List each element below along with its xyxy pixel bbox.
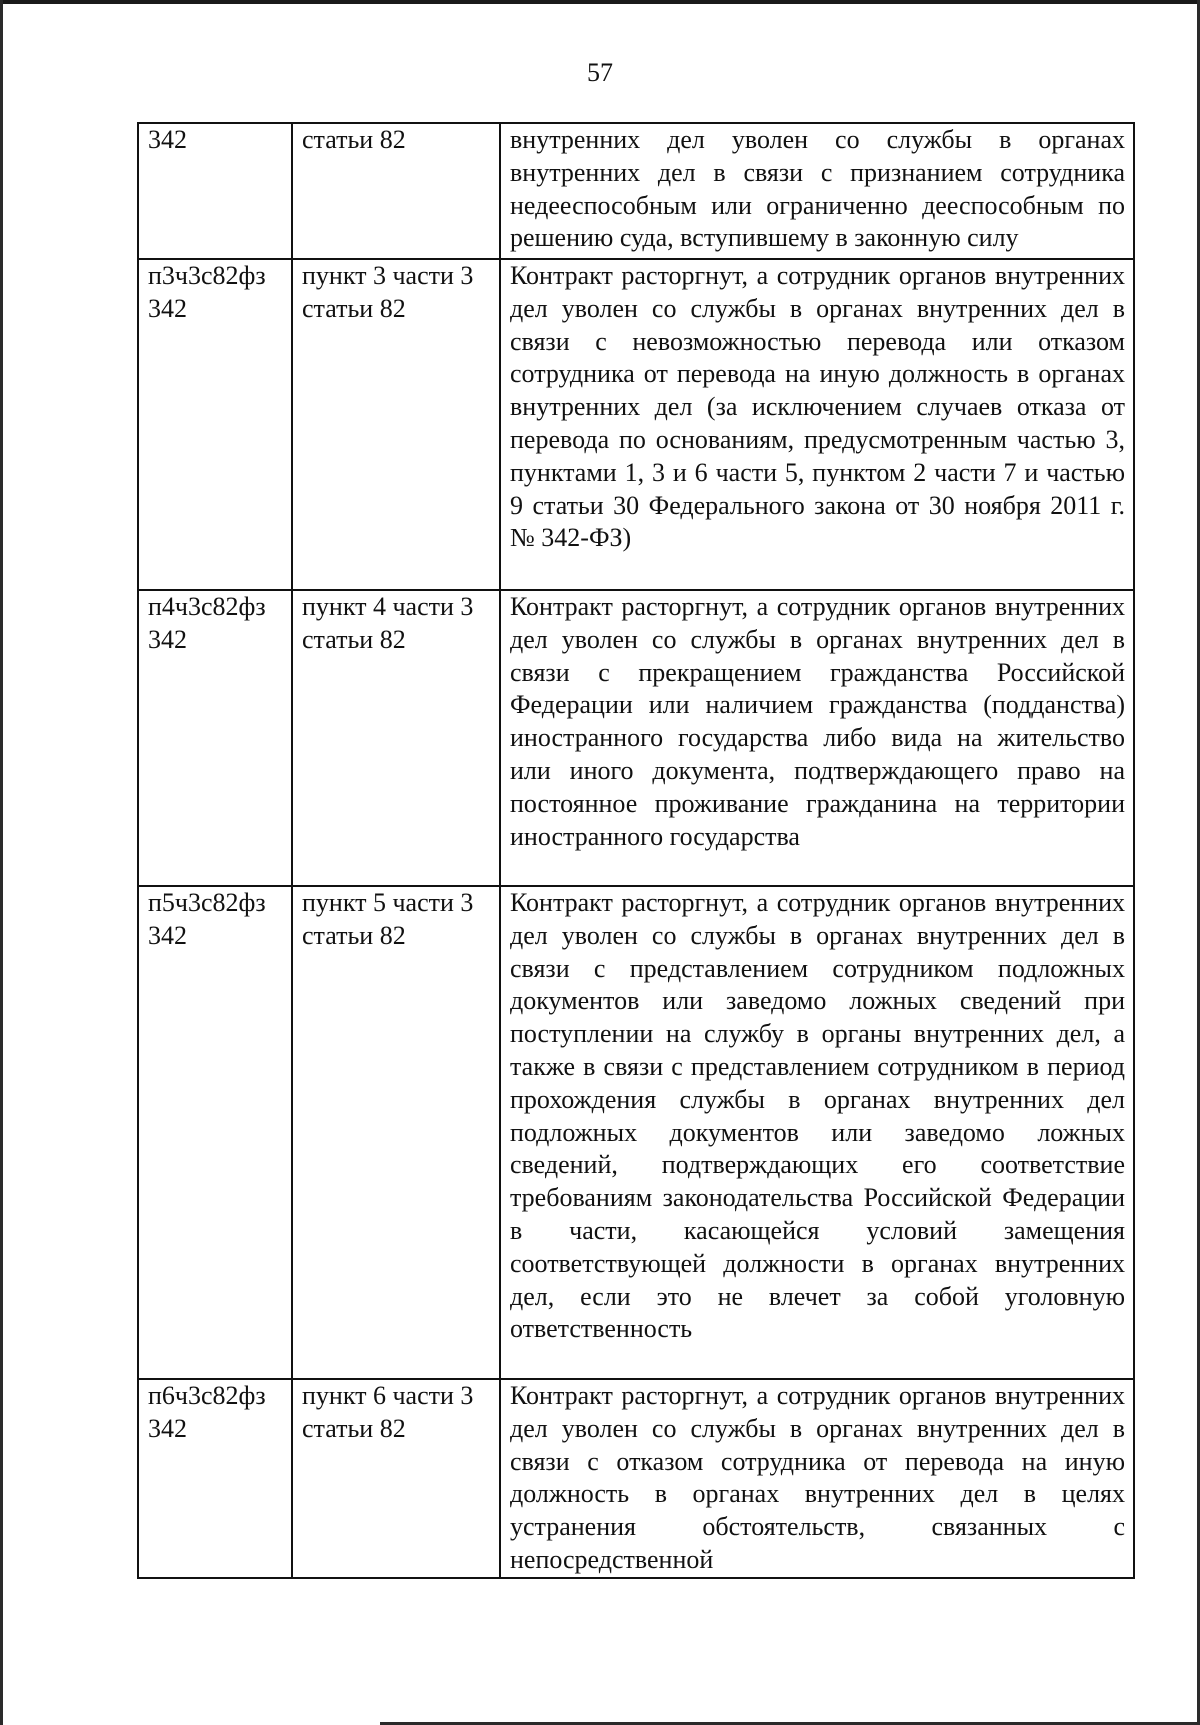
table-row xyxy=(138,259,1134,590)
description-cell: Контракт расторгнут, а сотрудник органов внутренних дел уволен со службы в органах внутренних дел в связи с прекращением гражданства Российской Федерации или наличием гражданства (подданства) иностранного государства либо вида на жительство или иного документа, подтверждающего право на постоянное проживание гражданина на территории иностранного государства xyxy=(500,590,1134,886)
article-cell: пункт 6 части 3 статьи 82 xyxy=(292,1379,500,1578)
table-row xyxy=(138,886,1134,1379)
code-cell: п4ч3с82фз 342 xyxy=(138,590,292,886)
dismissal-codes-table xyxy=(137,122,1135,1579)
table-row xyxy=(138,590,1134,886)
description-cell: внутренних дел уволен со службы в органах внутренних дел в связи с признанием сотрудника недееспособным или ограниченно дееспособным по решению суда, вступившему в законную силу xyxy=(500,123,1134,259)
code-cell: п5ч3с82фз 342 xyxy=(138,886,292,1379)
description-cell: Контракт расторгнут, а сотрудник органов внутренних дел уволен со службы в органах внутренних дел в связи с представлением сотрудником подложных документов или заведомо ложных сведений при поступлении на службу в органы внутренних дел, а также в связи с представлением сотрудником в период прохождения службы в органах внутренних дел подложных документов или заведомо ложных сведений, подтверждающих его соответствие требованиям законодательства Российской Федерации в части, касающейся условий замещения соответствующей должности в органах внутренних дел, если это не влечет за собой уголовную ответственность xyxy=(500,886,1134,1379)
scan-border-left xyxy=(0,0,3,1725)
article-cell: пункт 3 части 3 статьи 82 xyxy=(292,259,500,590)
article-cell: пункт 5 части 3 статьи 82 xyxy=(292,886,500,1379)
scan-border-top xyxy=(0,0,1200,4)
description-cell: Контракт расторгнут, а сотрудник органов внутренних дел уволен со службы в органах внутренних дел в связи с отказом сотрудника от перевода на иную должность в органах внутренних дел в целях устранения обстоятельств, связанных с непосредственной xyxy=(500,1379,1134,1578)
page-number: 57 xyxy=(587,58,613,87)
description-cell: Контракт расторгнут, а сотрудник органов внутренних дел уволен со службы в органах внутренних дел в связи с невозможностью перевода или отказом сотрудника от перевода на иную должность в органах внутренних дел (за исключением случаев отказа от перевода по основаниям, предусмотренным частью 3, пунктами 1, 3 и 6 части 5, пунктом 2 части 7 и частью 9 статьи 30 Федерального закона от 30 ноября 2011 г. № 342-ФЗ) xyxy=(500,259,1134,590)
code-cell: п3ч3с82фз 342 xyxy=(138,259,292,590)
table-row xyxy=(138,123,1134,259)
article-cell: пункт 4 части 3 статьи 82 xyxy=(292,590,500,886)
code-cell: 342 xyxy=(138,123,292,259)
code-cell: п6ч3с82фз 342 xyxy=(138,1379,292,1578)
article-cell: статьи 82 xyxy=(292,123,500,259)
table-row xyxy=(138,1379,1134,1578)
